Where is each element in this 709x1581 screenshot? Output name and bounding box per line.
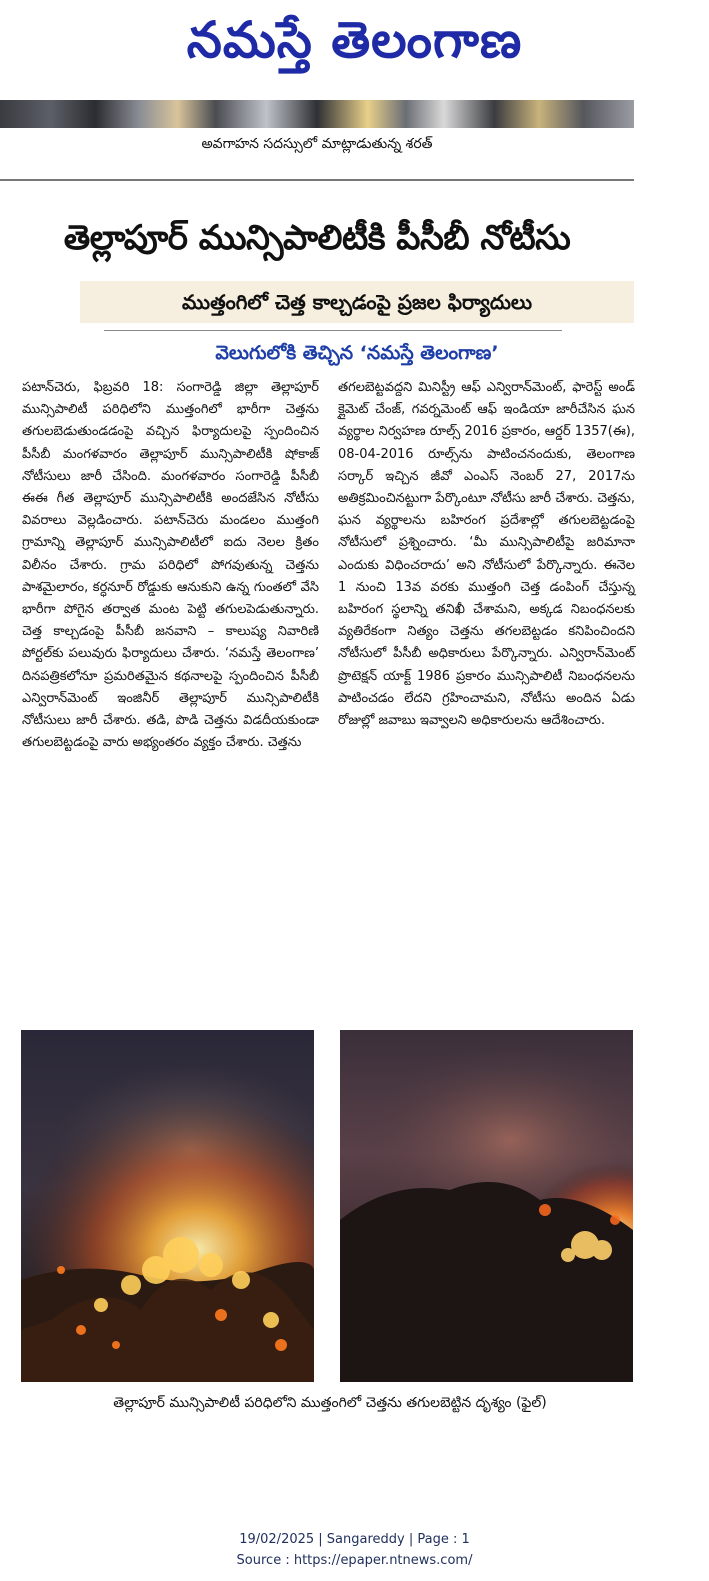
article-body-column-left xyxy=(22,377,319,754)
article-body-column-right xyxy=(338,377,635,732)
source-link[interactable]: Source : https://epaper.ntnews.com/ xyxy=(236,1553,473,1568)
fire-photo-left xyxy=(21,1030,314,1382)
fire-photo-right-image xyxy=(340,1030,633,1382)
previous-photo-caption: అవగాహన సదస్సులో మాట్లాడుతున్న శరత్ xyxy=(201,136,433,152)
body-text-right: తగలబెట్టవద్దని మినిస్ట్రీ ఆఫ్ ఎన్విరాన్‌మెంట్, ఫారెస్ట్ అండ్ క్లైమెట్ చేంజ్, గవర్నమెంట్ ఆఫ్ ఇండియా జారీచేసిన ఘన వ్యర్థాల నిర్వహణ రూల్స్ 2016 ప్రకారం, ఆర్డర్ 1357(ఈ), 08-04-2016 రూల్స్‌ను పాటించనందుకు, తెలంగాణ సర్కార్ ఇచ్చిన జీవో ఎంఎస్ నెంబర్ 27, 2017ను అతిక్రమించినట్టుగా పేర్కొంటూ నోటీసు జారీ చేశారు. చెత్తను, ఘన వ్యర్థాలను బహిరంగ ప్రదేశాల్లో తగులబెట్టడంపై నోటీసులో ప్రశ్నించారు. ‘మీ మున్సిపాలిటీపై జరిమానా ఎందుకు విధించరాదు’ అని నోటీసులో పేర్కొన్నారు. ఈనెల 1 నుంచి 13వ వరకు ముత్తంగి చెత్త డంపింగ్ చేస్తున్న బహిరంగ స్థలాన్ని తనిఖీ చేశామని, అక్కడ నిబంధనలకు వ్యతిరేకంగా నిత్యం చెత్తను తగలబెట్టడం కనిపించిందని నోటీసులో పీసీబీ అధికారులు పేర్కొన్నారు. ఎన్విరాన్‌మెంట్ ప్రొటెక్షన్ యాక్ట్ 1986 ప్రకారం మున్సిపాలిటీ నిబంధనలను పాటించడం లేదని గ్రహించామని, నోటీసు అందిన ఏడు రోజుల్లో జవాబు ఇవ్వాలని అధికారులను ఆదేశించారు. xyxy=(338,380,635,729)
newspaper-masthead: నమస్తే తెలంగాణ xyxy=(186,11,523,69)
article-headline: తెల్లాపూర్ మున్సిపాలిటీకి పీసీబీ నోటీసు xyxy=(63,218,571,258)
photo-caption: తెల్లాపూర్ మున్సిపాలిటీ పరిధిలోని ముత్తంగిలో చెత్తను తగులబెట్టిన దృశ్యం (ఫైల్) xyxy=(113,1395,547,1411)
divider-rule xyxy=(0,179,634,181)
article-subheadline: ముత్తంగిలో చెత్త కాల్చడంపై ప్రజల ఫిర్యాదులు xyxy=(181,290,532,314)
previous-article-photo xyxy=(0,100,634,128)
edition-info: 19/02/2025 | Sangareddy | Page : 1 xyxy=(239,1532,470,1547)
article-kicker: వెలుగులోకి తెచ్చిన ‘నమస్తే తెలంగాణ’ xyxy=(215,342,499,364)
fire-photo-left-image xyxy=(21,1030,314,1382)
subheadline-divider xyxy=(104,330,562,331)
fire-photo-right xyxy=(340,1030,633,1382)
body-text-left: పటాన్‌చెరు, ఫిబ్రవరి 18: సంగారెడ్డి జిల్లా తెల్లాపూర్ మున్సిపాలిటీ పరిధిలోని ముత్తంగిలో భారీగా చెత్తను తగులబెడుతుండడంపై వచ్చిన ఫిర్యాదులపై స్పందించిన పీసీబీ మంగళవారం తెల్లాపూర్ మున్సిపాలిటీకి షోకాజ్ నోటీసులు జారీ చేసింది. మంగళవారం సంగారెడ్డి పీసీబీ ఈఈ గీత తెల్లాపూర్ మున్సిపాలిటీకి అందజేసిన నోటీసు వివరాలు వెల్లడించారు. పటాన్‌చెరు మండలం ముత్తంగి గ్రామాన్ని తెల్లాపూర్ మున్సిపాలిటీలో ఐదు నెలల క్రితం విలీనం చేశారు. గ్రామ పరిధిలో పోగవుతున్న చెత్తను పాశమైలారం, కర్ధనూర్ రోడ్డుకు ఆనుకుని ఉన్న గుంతలో వేసి భారీగా పోగైన తర్వాత మంట పెట్టి తగులపెడుతున్నారు. చెత్త కాల్చడంపై పీసీబీ జనవాని – కాలుష్య నివారిణి పోర్టల్‌కు పలువురు ఫిర్యాదులు చేశారు. ‘నమస్తే తెలంగాణ’ దినపత్రికలోనూ ప్రమరితమైన కథనాలపై స్పందించిన పీసీబీ ఎన్విరాన్‌మెంట్ ఇంజినీర్ తెల్లాపూర్ మున్సిపాలిటీకి నోటీసులు జారీ చేశారు. తడి, పొడి చెత్తను విడదీయకుండా తగులబెట్టడంపై వారు అభ్యంతరం వ్యక్తం చేశారు. చెత్తను xyxy=(22,380,319,751)
